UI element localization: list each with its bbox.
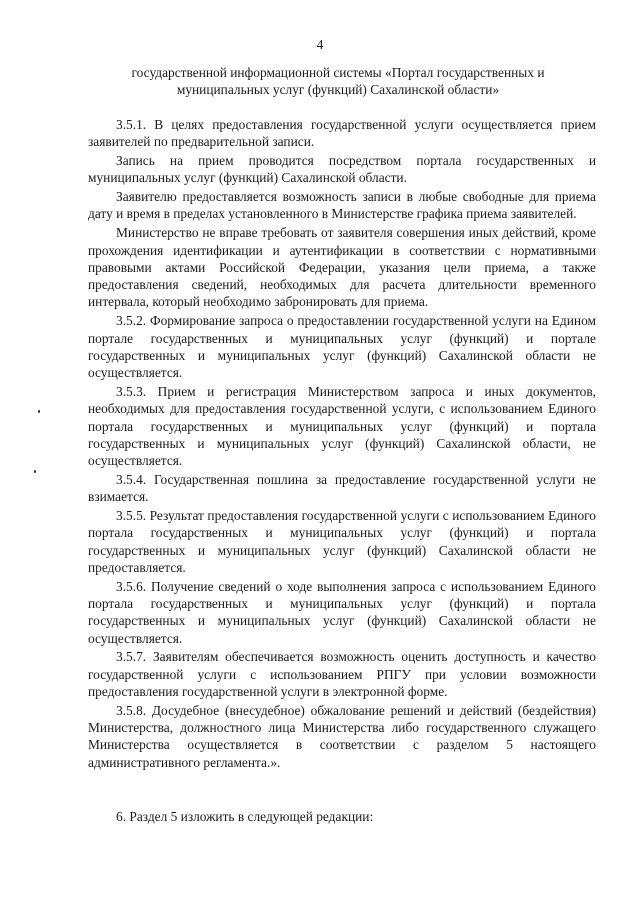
paragraph-3-5-5: 3.5.5. Результат предоставления государственной услуги с использованием Единого портала государственных и муниципальных услуг (функций) и портала государственных и муниципальных услуг (функций) Сахалинской области не предоставляется.: [88, 508, 596, 575]
section-6-instruction: 6. Раздел 5 изложить в следующей редакции:: [116, 809, 374, 824]
paragraph-3-5-3: 3.5.3. Прием и регистрация Министерством запроса и иных документов, необходимых для предоставления государственной услуги, с использованием Единого портала государственных и муниципальных услуг (функций) и портала государственных и муниципальных услуг (функций) Сахалинской области, не осуществляется.: [88, 383, 596, 469]
paragraph-appointment: Запись на прием проводится посредством портала государственных и муниципальных услуг (функций) Сахалинской области.: [88, 153, 596, 186]
paragraph-3-5-1: 3.5.1. В целях предоставления государственной услуги осуществляется прием заявителей по предварительной записи.: [88, 117, 596, 150]
paragraph-3-5-6: 3.5.6. Получение сведений о ходе выполнения запроса с использованием Единого портала государственных и муниципальных услуг (функций) и портала государственных и муниципальных услуг (функций) Сахалинской области не осуществляется.: [88, 578, 596, 646]
paragraph-free-slots: Заявителю предоставляется возможность записи в любые свободные для приема дату и время в пределах установленного в Министерстве графика приема заявителей.: [88, 189, 596, 222]
scan-speck: [38, 410, 40, 413]
page-number: 4: [316, 37, 324, 52]
paragraph-3-5-2: 3.5.2. Формирование запроса о предоставлении государственной услуги на Едином портале государственных и муниципальных услуг (функций) и портале государственных и муниципальных услуг (функций) Сахалинской области не осуществляется.: [88, 313, 596, 381]
section-heading-continuation: государственной информационной системы «Портал государственных и муниципальных услуг (функций) Сахалинской области»: [131, 65, 545, 98]
paragraph-3-5-4: 3.5.4. Государственная пошлина за предоставление государственной услуги не взимается.: [88, 471, 596, 505]
body-text: [88, 116, 596, 772]
scan-speck: [34, 470, 36, 473]
paragraph-3-5-7: 3.5.7. Заявителям обеспечивается возможность оценить доступность и качество государственной услуги с использованием РПГУ при условии возможности предоставления государственной услуги в электронной форме.: [88, 649, 596, 699]
paragraph-3-5-8: 3.5.8. Досудебное (внесудебное) обжалование решений и действий (бездействия) Министерства, должностного лица Министерства либо государственного служащего Министерства осуществляется в соответствии с разделом 5 настоящего административного регламента.».: [88, 702, 596, 770]
paragraph-ministry-restrictions: Министерство не вправе требовать от заявителя совершения иных действий, кроме прохождения идентификации и аутентификации в соответствии с нормативными правовыми актами Российской Федерации, указания цели приема, а также предоставления сведений, необходимых для расчета длительности временного интервала, который необходимо забронировать для приема.: [88, 225, 596, 310]
